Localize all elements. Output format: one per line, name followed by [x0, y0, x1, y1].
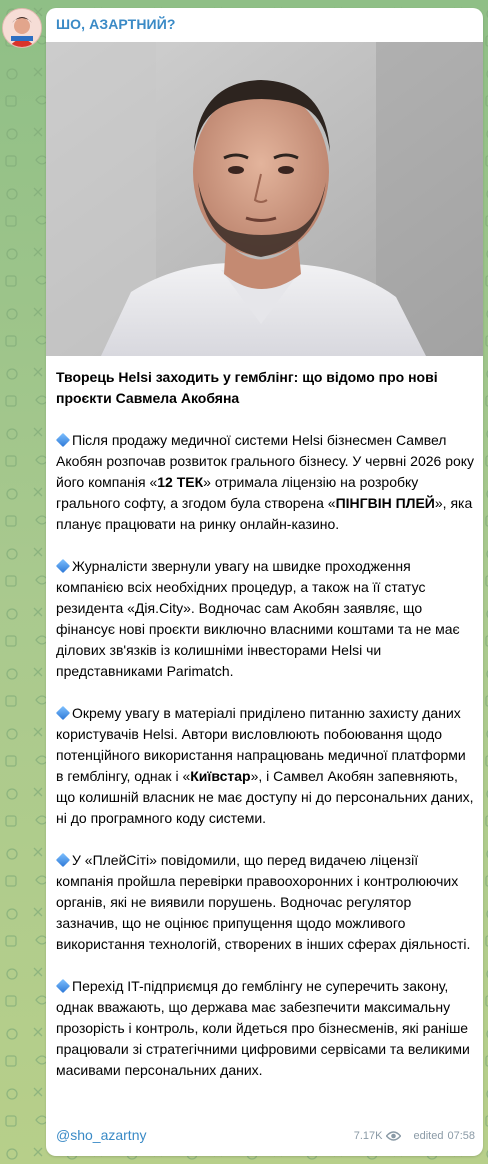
- message-time: 07:58: [447, 1130, 475, 1142]
- post-text: [56, 367, 476, 1102]
- post-paragraph-2: Журналісти звернули увагу на швидке проходження компанією всіх необхідних процедур, а також на її статус резидента «Дія.City». Водночас сам Акобян заявляє, що фінансує нові проєкти виключно власними коштами та не має ділових зв'язків із колишніми інвесторами Helsi чи представниками Parimatch.: [56, 558, 460, 679]
- blue-diamond-icon: [56, 979, 70, 993]
- views-count: 7.17K: [353, 1130, 383, 1142]
- post-photo[interactable]: [46, 42, 483, 356]
- message-meta: [354, 1130, 475, 1142]
- post-paragraph-3: Окрему увагу в матеріалі приділено питанню захисту даних користувачів Helsi. Автори висловлюють побоювання щодо потенційного використання напрацювань медичної платформи в гемблінгу, однак і «Київстар», і Самвел Акобян запевняють, що колишній власник не має доступу ні до персональних даних, ні до програмного коду системи.: [56, 705, 474, 826]
- message-bubble: [46, 8, 483, 1156]
- post-paragraph-5: Перехід IT-підприємця до гемблінгу не суперечить закону, однак вважають, що держава має забезпечити максимальну прозорість і контроль, коли йдеться про бізнесменів, які раніше працювали зі стратегічними цифровими сервісами та великими масивами персональних даних.: [56, 978, 470, 1078]
- channel-name[interactable]: ШО, АЗАРТНИЙ?: [56, 16, 176, 32]
- blue-diamond-icon: [56, 559, 70, 573]
- post-paragraph-4: У «ПлейСіті» повідомили, що перед видачею ліцензії компанія пройшла перевірки правоохоронних і контролюючих органів, які не виявили порушень. Водночас регулятор зазначив, що не оцінює припущення щодо можливого використання технологій, створених в інших сферах діяльності.: [56, 852, 471, 952]
- channel-avatar[interactable]: [2, 8, 42, 48]
- blue-diamond-icon: [56, 853, 70, 867]
- eye-icon: [386, 1131, 401, 1141]
- post-paragraph-1: Після продажу медичної системи Helsi бізнесмен Самвел Акобян розпочав розвиток грального бізнесу. У червні 2026 року його компанія «12 ТЕК» отримала ліцензію на розробку грального софту, а згодом була створена «ПІНГВІН ПЛЕЙ», яка планує працювати на ринку онлайн-казино.: [56, 432, 475, 532]
- edited-label: edited: [413, 1130, 444, 1142]
- blue-diamond-icon: [56, 433, 70, 447]
- post-title: Творець Helsi заходить у гемблінг: що відомо про нові проєкти Савмела Акобяна: [56, 369, 438, 406]
- channel-link[interactable]: @sho_azartny: [56, 1127, 147, 1143]
- blue-diamond-icon: [56, 706, 70, 720]
